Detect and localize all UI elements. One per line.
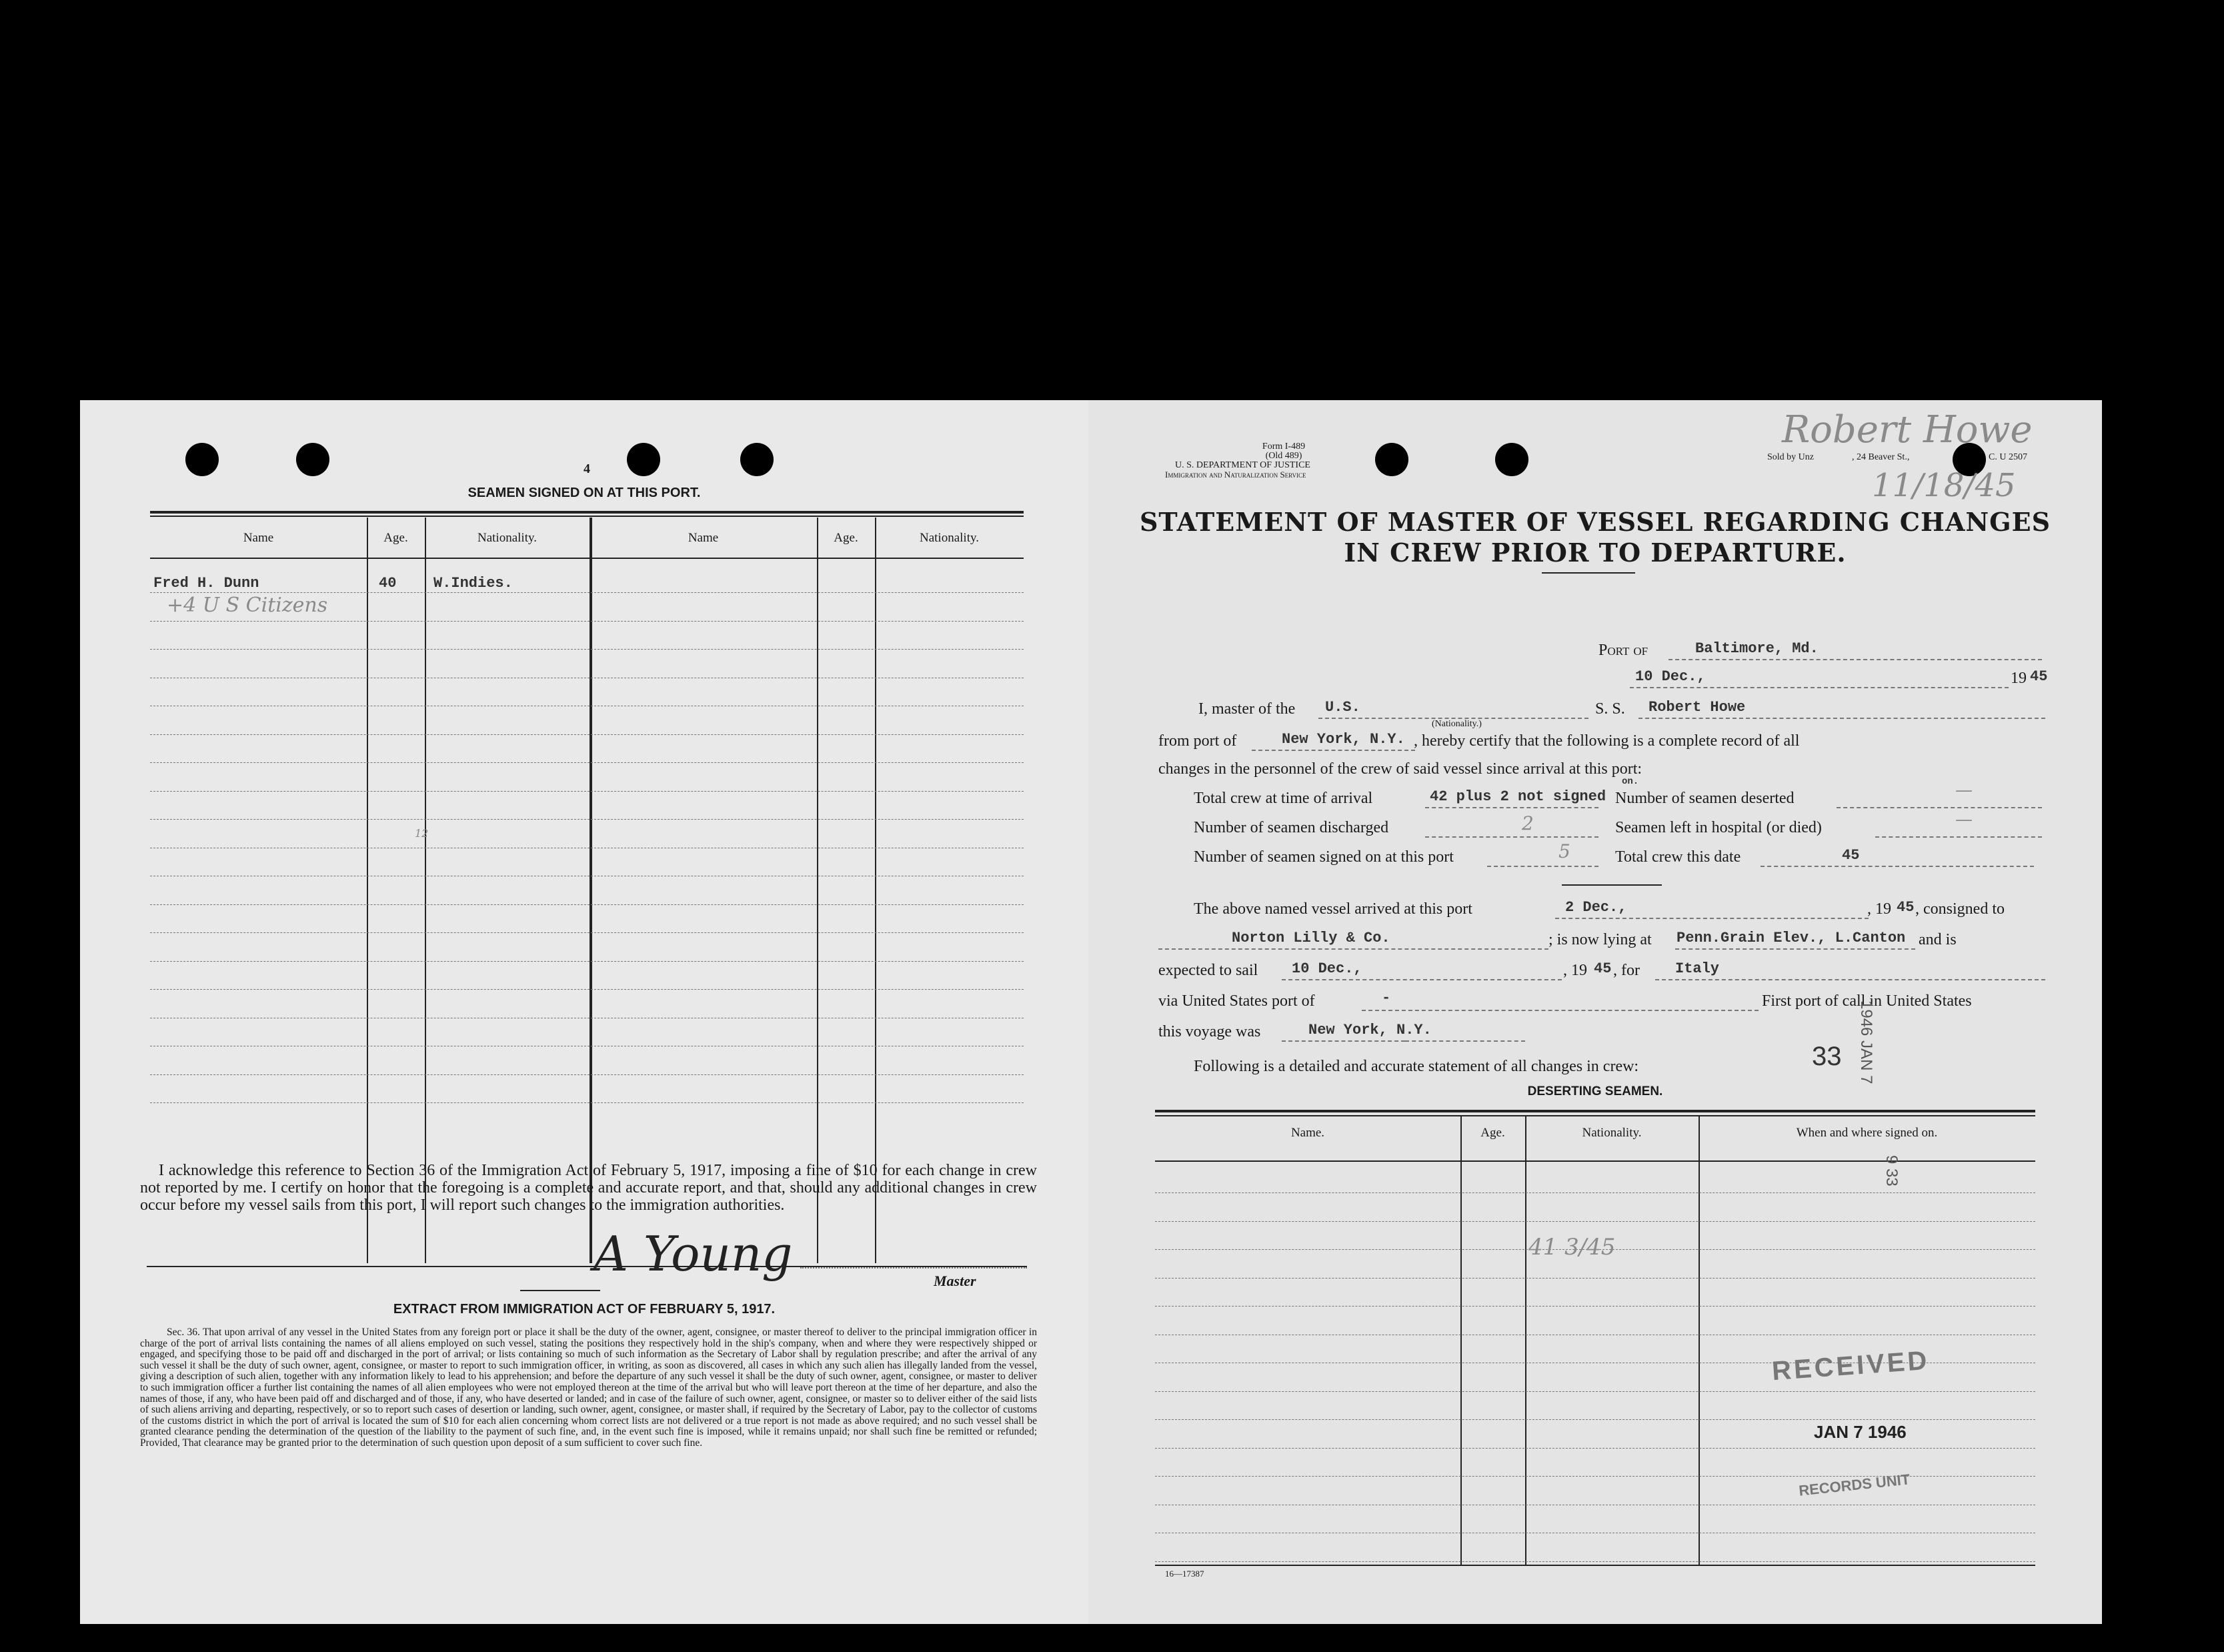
table-row-line — [150, 621, 1024, 622]
section-heading: SEAMEN SIGNED ON AT THIS PORT. — [467, 486, 701, 500]
column-divider — [1525, 1116, 1526, 1565]
column-divider — [1699, 1116, 1700, 1565]
punch-hole — [296, 443, 329, 476]
form-number: Form I-489 — [1262, 442, 1306, 452]
column-divider — [590, 518, 592, 1263]
from-port-label: from port of — [1158, 732, 1237, 750]
for-value: Italy — [1675, 960, 1720, 977]
first-port-label: First port of call in United States — [1762, 992, 1972, 1010]
department-name: U. S. DEPARTMENT OF JUSTICE — [1175, 460, 1310, 470]
deserted-label: Number of seamen deserted — [1615, 790, 1795, 807]
master-of-label: I, master of the — [1198, 700, 1296, 718]
signed-on-value: 5 — [1558, 840, 1570, 862]
sold-by-end: C. U 2507 — [1989, 452, 2027, 462]
total-crew-date-line — [1761, 866, 2034, 867]
footer-code: 16—17387 — [1165, 1569, 1204, 1579]
discharged-value: 2 — [1522, 812, 1534, 834]
signature-line — [800, 1267, 1027, 1269]
voyage-value: New York, N.Y. — [1308, 1022, 1432, 1038]
table-row-age: 40 — [379, 575, 397, 592]
table-row-line — [150, 904, 1024, 905]
extract-text: Sec. 36. That upon arrival of any vessel in the United States from any foreign port or place it shall be the duty of the owner, agent, consignee, or master thereof to deliver to the principal immigration officer in charge of the port of arrival lists containing the names of all aliens employed on such vessel, stating the positions they respectively hold in the ship's company, when and where they were respectively shipped or engaged, and specifying those to be paid off and discharged in the port of arrival; or lists containing so much of such information as the Secretary of Labor shall by regulation prescribe; and after the arrival of any such vessel it shall be the duty of such owner, agent, consignee, or master to report to such immigration officer, in writing, as soon as discovered, all cases in which any such alien has illegally landed from the vessel, giving a description of such alien, together with any information likely to lead to his apprehension; and before the departure of any such vessel it shall be the duty of such owner, agent, consignee, or master to deliver to such immigration officer a further list containing the names of all alien employees who were not employed thereon at the time of the arrival but who will leave port thereon at the time of her departure, and also the names of those, if any, who have been paid off and discharged and of those, if any, who have deserted or landed; and in case of the failure of such owner, agent, consignee, or master so to deliver either of the said lists of such aliens arriving and departing, respectively, or so to report such cases of desertion or landing, such owner, agent, consignee, or master shall, if required by the Secretary of Labor, pay to the collector of customs of the customs district in which the port of arrival is located the sum of $10 for each alien concerning whom correct lists are not delivered or a true report is not made as above required; and no such vessel shall be granted clearance pending the determination of the question of the liability to the payment of such fine, and, in the event such fine is imposed, while it remains unpaid; nor shall such fine be remitted or refunded; Provided, That clearance may be granted prior to the determination of such question upon deposit of a sum sufficient to cover such fine. — [140, 1327, 1037, 1449]
discharged-line — [1425, 836, 1598, 838]
via-label: via United States port of — [1158, 992, 1315, 1010]
port-line — [1669, 659, 2042, 660]
deserted-value: — — [1955, 780, 1973, 800]
lying-value: Penn.Grain Elev., L.Canton — [1677, 930, 1906, 946]
table-row-line — [150, 989, 1024, 990]
table-row-line — [1155, 1221, 2035, 1222]
expected-value: 10 Dec., — [1292, 960, 1362, 977]
table-row-name: Fred H. Dunn — [153, 575, 259, 592]
deserting-table-header-rule — [1155, 1160, 2035, 1162]
arrived-label: The above named vessel arrived at this port — [1194, 900, 1472, 918]
left-page — [80, 400, 1088, 1624]
expected-label: expected to sail — [1158, 962, 1258, 979]
year-prefix: 19 — [2011, 670, 2027, 687]
signed-on-line — [1487, 866, 1598, 867]
table-row-line — [150, 734, 1024, 735]
deserting-header-when-where: When and where signed on. — [1796, 1126, 1938, 1140]
voyage-line-extension — [1405, 1040, 1525, 1042]
table-header-rule — [150, 558, 1024, 559]
date-line — [1630, 687, 2009, 688]
master-signature: A Young — [594, 1226, 793, 1282]
from-port-line — [1252, 750, 1415, 751]
consigned-label: , consigned to — [1915, 900, 2005, 918]
vertical-stamp: 1946 JAN 7 — [1857, 1000, 1875, 1084]
table-top-rule — [150, 516, 1024, 517]
table-row-line — [1155, 1561, 2035, 1562]
service-name: Immigration and Naturalization Service — [1165, 470, 1306, 480]
punch-hole — [185, 443, 219, 476]
table-row-line — [150, 961, 1024, 962]
lying-line — [1675, 948, 1915, 950]
form-title-line2: IN CREW PRIOR TO DEPARTURE. — [1344, 538, 1847, 568]
lying-label: ; is now lying at — [1548, 931, 1652, 948]
table-row-line — [150, 1102, 1024, 1103]
port-value: Baltimore, Md. — [1695, 640, 1819, 657]
handwritten-name: Robert Howe — [1782, 408, 2033, 452]
column-divider — [367, 518, 368, 1263]
arrived-year-value: 45 — [1897, 899, 1915, 916]
expected-year: , 19 — [1563, 962, 1587, 979]
changes-text: changes in the personnel of the crew of said vessel since arrival at this port: — [1158, 760, 1642, 778]
hospital-label: Seamen left in hospital (or died) — [1615, 819, 1822, 836]
voyage-line — [1282, 1040, 1405, 1042]
table-row-line — [150, 649, 1024, 650]
table-row-line — [150, 762, 1024, 763]
table-top-rule — [150, 511, 1024, 514]
sold-by-address: , 24 Beaver St., — [1852, 452, 1910, 462]
total-crew-arrival-line — [1425, 807, 1598, 808]
total-crew-date-label: Total crew this date — [1615, 848, 1741, 866]
table-row-line — [1155, 1306, 2035, 1307]
consignee-value: Norton Lilly & Co. — [1232, 930, 1390, 946]
punch-hole — [627, 443, 660, 476]
header-name: Name — [243, 531, 274, 545]
form-old-number: (Old 489) — [1265, 451, 1302, 461]
extract-title: EXTRACT FROM IMMIGRATION ACT OF FEBRUARY 5, 1917. — [393, 1302, 776, 1317]
deserting-table-top-rule — [1155, 1115, 2035, 1116]
table-row-line — [150, 1074, 1024, 1075]
ss-label: S. S. — [1595, 700, 1625, 718]
total-crew-arrival-label: Total crew at time of arrival — [1194, 790, 1373, 807]
page-number: 4 — [584, 462, 590, 476]
form-title-line1: STATEMENT OF MASTER OF VESSEL REGARDING CHANGES — [1139, 507, 2051, 537]
for-label: , for — [1613, 962, 1640, 979]
table-row-line — [150, 819, 1024, 820]
table-row-line — [150, 932, 1024, 933]
column-divider — [1460, 1116, 1462, 1565]
punch-hole — [1375, 443, 1408, 476]
short-rule — [1562, 884, 1662, 886]
certify-text: , hereby certify that the following is a complete record of all — [1414, 732, 1800, 750]
deserted-line — [1837, 807, 2042, 808]
voyage-label: this voyage was — [1158, 1023, 1261, 1040]
following-text: Following is a detailed and accurate statement of all changes in crew: — [1194, 1058, 1639, 1075]
table-row-line — [1155, 1391, 2035, 1392]
header-name: Name — [688, 531, 719, 545]
margin-mark: 12 — [415, 827, 429, 840]
for-line — [1655, 979, 2045, 980]
column-divider — [817, 518, 818, 1263]
table-row-line — [150, 592, 1024, 593]
ship-name: Robert Howe — [1648, 699, 1746, 716]
column-divider — [875, 518, 876, 1263]
table-row-line — [1155, 1278, 2035, 1279]
date-value: 10 Dec., — [1635, 668, 1706, 685]
handwritten-note: +4 U S Citizens — [167, 594, 328, 617]
vertical-stamp: 9 33 — [1883, 1155, 1901, 1186]
nationality-value: U.S. — [1325, 699, 1360, 716]
table-row-line — [1155, 1448, 2035, 1449]
port-label: Port of — [1598, 642, 1648, 659]
via-line — [1362, 1010, 1759, 1011]
deserting-header-age: Age. — [1480, 1126, 1505, 1140]
deserting-header-nationality: Nationality. — [1582, 1126, 1642, 1140]
year-value: 45 — [2030, 668, 2048, 685]
table-row-line — [1155, 1192, 2035, 1193]
signed-on-label: Number of seamen signed on at this port — [1194, 848, 1454, 866]
hospital-value: — — [1955, 810, 1973, 830]
hospital-line — [1875, 836, 2042, 838]
arrived-value: 2 Dec., — [1565, 899, 1627, 916]
punch-hole — [740, 443, 774, 476]
from-port-value: New York, N.Y. — [1282, 731, 1405, 748]
column-divider — [425, 518, 426, 1263]
table-row-line — [150, 791, 1024, 792]
deserting-heading: DESERTING SEAMEN. — [1527, 1084, 1663, 1098]
received-stamp: RECEIVED — [1771, 1345, 1931, 1387]
total-crew-arrival-value: 42 plus 2 not signed — [1430, 788, 1606, 805]
expected-year-value: 45 — [1594, 960, 1612, 977]
and-is-label: and is — [1919, 931, 1957, 948]
records-unit-stamp: RECORDS UNIT — [1798, 1471, 1911, 1499]
expected-line — [1282, 979, 1562, 980]
header-age: Age. — [383, 531, 408, 545]
total-crew-date-value: 45 — [1842, 847, 1860, 864]
stamp-number: 33 — [1812, 1042, 1842, 1071]
nationality-caption: (Nationality.) — [1432, 719, 1482, 729]
deserting-header-name: Name. — [1290, 1126, 1325, 1140]
master-label: Master — [934, 1273, 976, 1289]
punch-hole — [1495, 443, 1528, 476]
deserting-table-bottom-rule — [1155, 1565, 2035, 1566]
title-rule — [1542, 572, 1635, 574]
handwritten-initials: 41 3/45 — [1528, 1234, 1616, 1261]
acknowledgement-text: I acknowledge this reference to Section 36 of the Immigration Act of February 5, 1917, imposing a fine of $10 for each change in crew not reported by me. I certify on honor that the foregoing is a complete and accurate report, and that, should any additional changes in crew occur before my vessel sails from this port, I will report such changes to the immigration authorities. — [140, 1162, 1037, 1214]
via-value: - — [1382, 990, 1391, 1006]
on-mark: on. — [1622, 776, 1639, 787]
table-row-line — [1155, 1419, 2035, 1420]
header-age: Age. — [834, 531, 858, 545]
sold-by: Sold by Unz — [1767, 452, 1814, 462]
header-nationality: Nationality. — [920, 531, 979, 545]
ss-line — [1638, 718, 2045, 719]
right-page — [1088, 400, 2102, 1624]
consignee-line — [1158, 948, 1548, 950]
handwritten-date: 11/18/45 — [1872, 467, 2016, 504]
received-date: JAN 7 1946 — [1814, 1422, 1907, 1442]
arrived-year: , 19 — [1867, 900, 1891, 918]
table-row-nationality: W.Indies. — [433, 575, 513, 592]
arrived-line — [1555, 918, 1869, 919]
discharged-label: Number of seamen discharged — [1194, 819, 1389, 836]
deserting-table-top-rule — [1155, 1110, 2035, 1112]
header-nationality: Nationality. — [477, 531, 537, 545]
short-rule — [520, 1290, 600, 1291]
